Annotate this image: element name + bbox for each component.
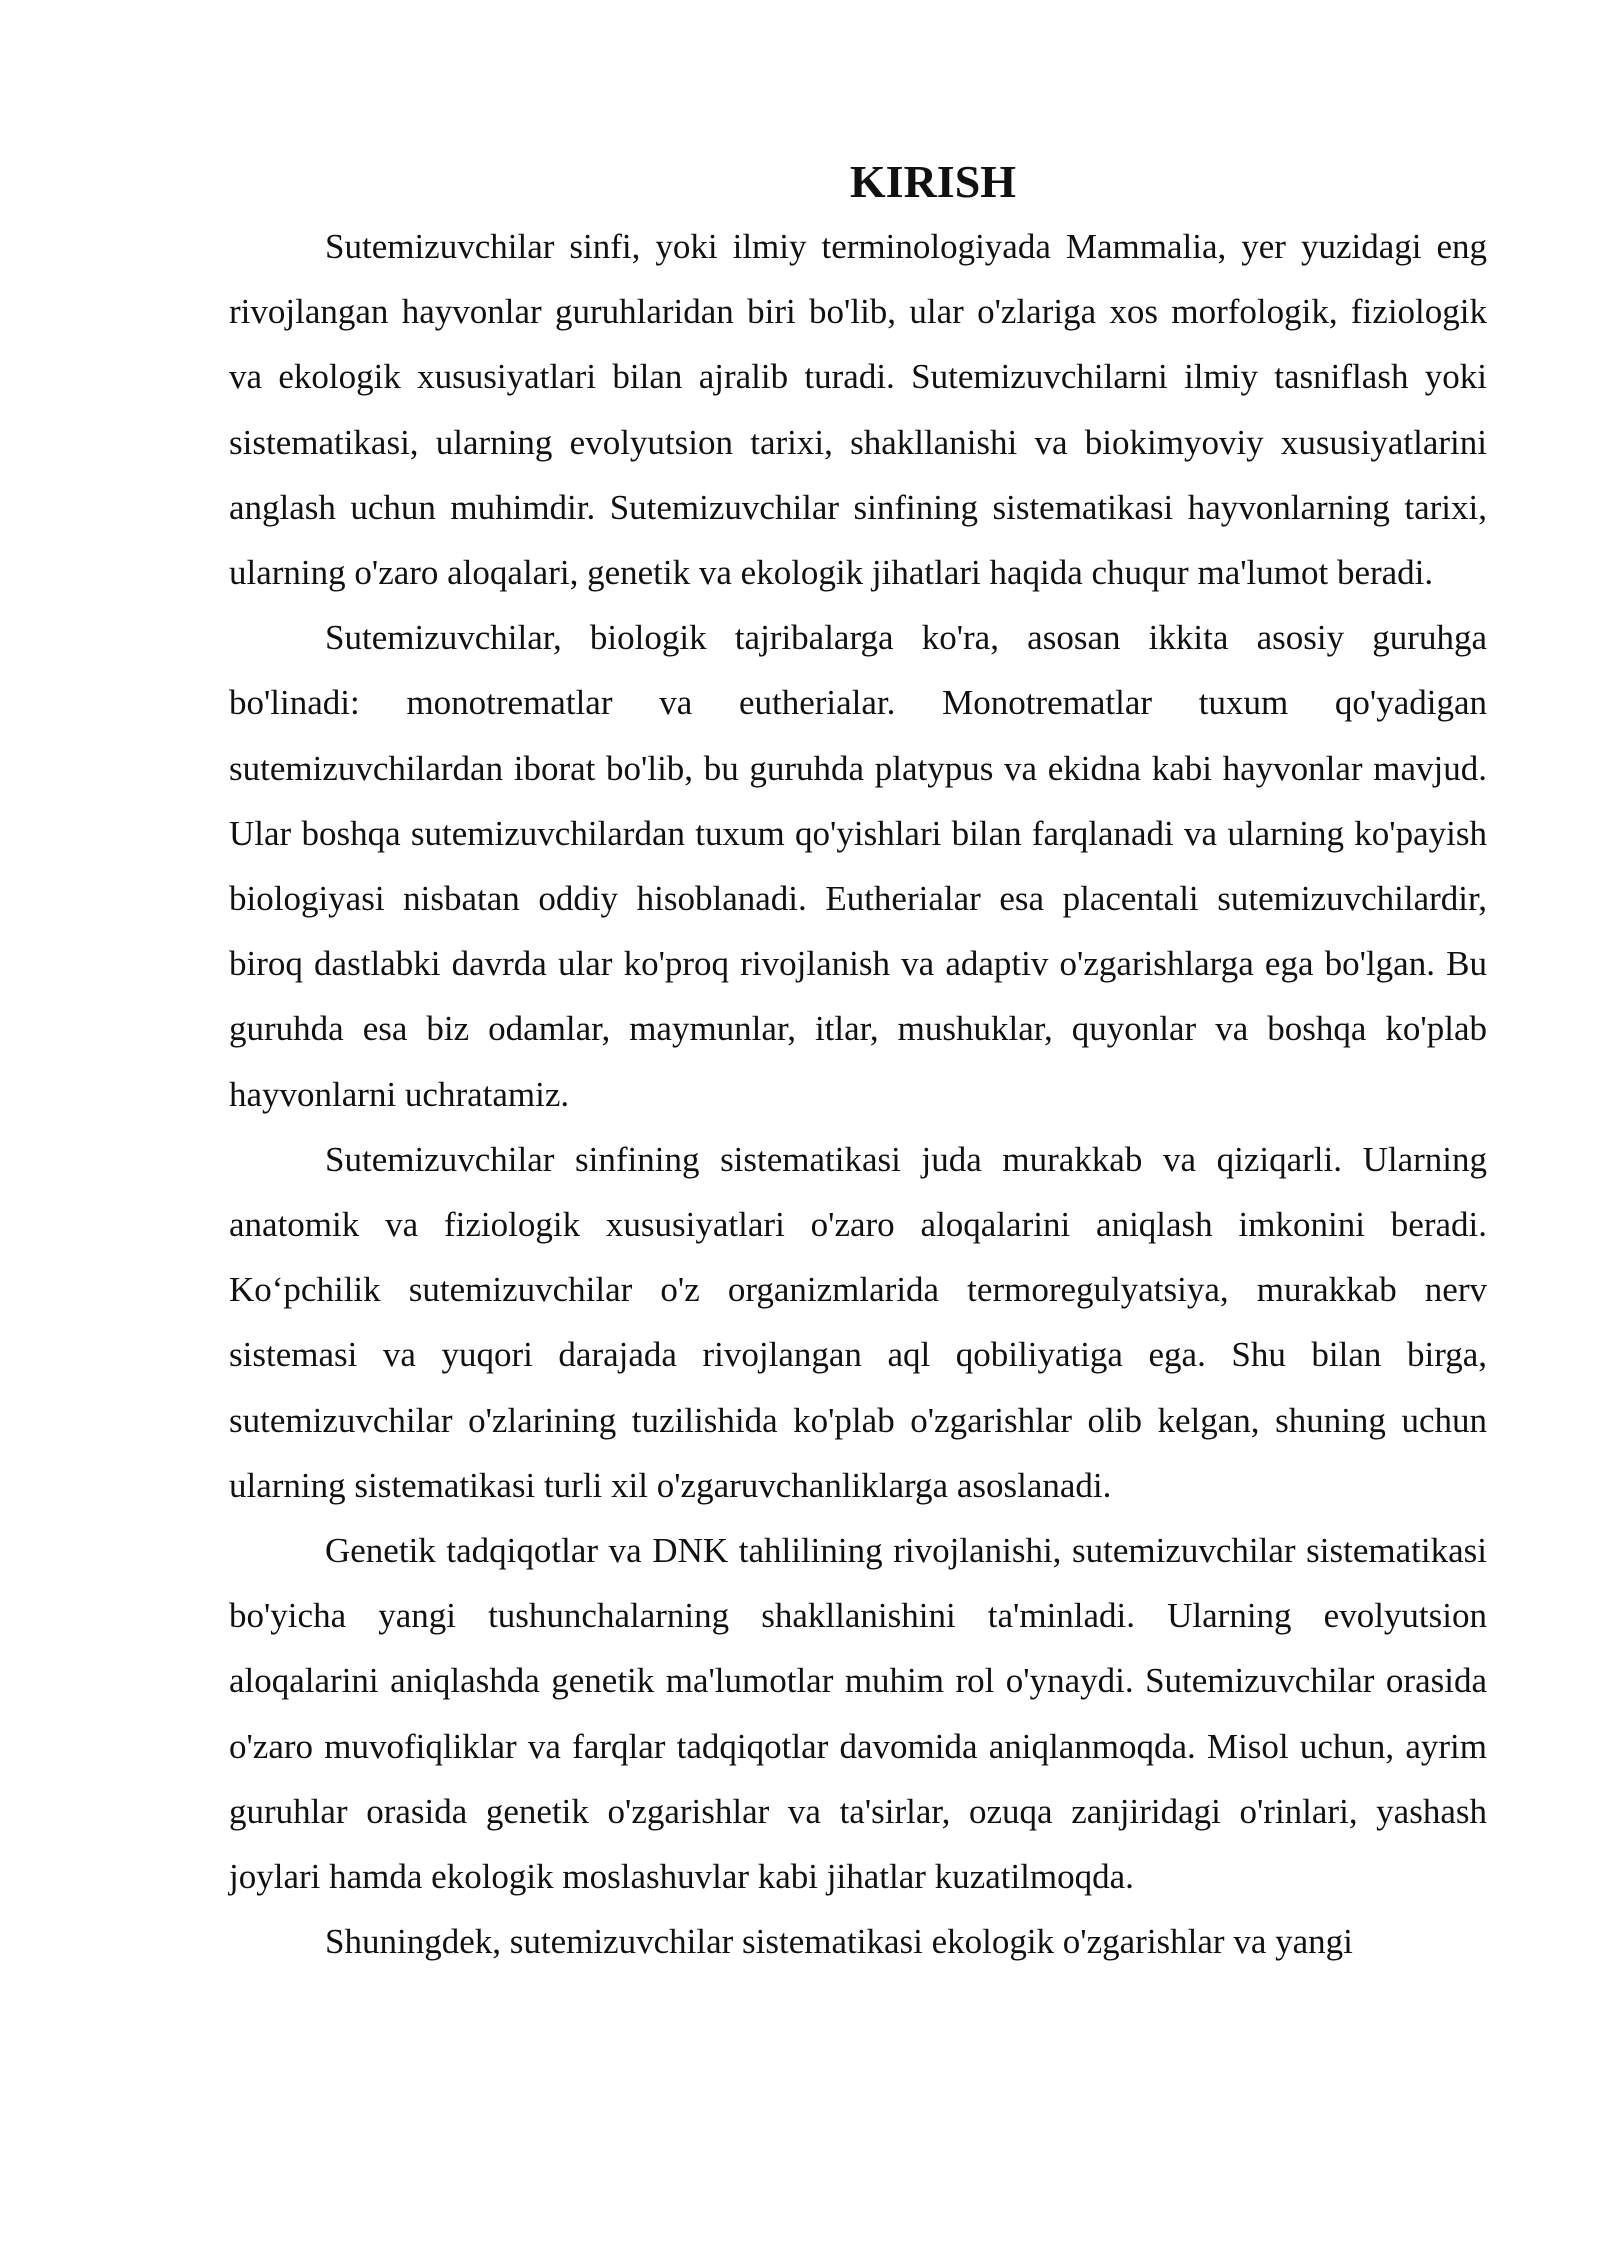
paragraph-2: Sutemizuvchilar, biologik tajribalarga ko'ra, asosan ikkita asosiy guruhga bo'linadi: monotrematlar va eutherialar. Monotrematlar tuxum qo'yadigan sutemizuvchilardan iborat bo'lib, bu guruhda platypus va ekidna kabi hayvonlar mavjud. Ular boshqa sutemizuvchilardan tuxum qo'yishlari bilan farqlanadi va ularning ko'payish biologiyasi nisbatan oddiy hisoblanadi. Eutherialar esa placentali sutemizuvchilardir, biroq dastlabki davrda ular ko'proq rivojlanish va adaptiv o'zgarishlarga ega bo'lgan. Bu guruhda esa biz odamlar, maymunlar, itlar, mushuklar, quyonlar va boshqa ko'plab hayvonlarni uchratamiz. [229, 618, 1487, 1114]
page-title: KIRISH [849, 156, 1017, 207]
document-body [229, 150, 1487, 1974]
paragraph-1: Sutemizuvchilar sinfi, yoki ilmiy terminologiyada Mammalia, yer yuzidagi eng rivojlangan hayvonlar guruhlaridan biri bo'lib, ular o'zlariga xos morfologik, fiziologik va ekologik xususiyatlari bilan ajralib turadi. Sutemizuvchilarni ilmiy tasniflash yoki sistematikasi, ularning evolyutsion tarixi, shakllanishi va biokimyoviy xususiyatlarini anglash uchun muhimdir. Sutemizuvchilar sinfining sistematikasi hayvonlarning tarixi, ularning o'zaro aloqalari, genetik va ekologik jihatlari haqida chuqur ma'lumot beradi. [229, 227, 1487, 593]
paragraph-4: Genetik tadqiqotlar va DNK tahlilining rivojlanishi, sutemizuvchilar sistematikasi bo'yicha yangi tushunchalarning shakllanishini ta'minladi. Ularning evolyutsion aloqalarini aniqlashda genetik ma'lumotlar muhim rol o'ynaydi. Sutemizuvchilar orasida o'zaro muvofiqliklar va farqlar tadqiqotlar davomida aniqlanmoqda. Misol uchun, ayrim guruhlar orasida genetik o'zgarishlar va ta'sirlar, ozuqa zanjiridagi o'rinlari, yashash joylari hamda ekologik moslashuvlar kabi jihatlar kuzatilmoqda. [229, 1531, 1487, 1897]
paragraph-5: Shuningdek, sutemizuvchilar sistematikasi ekologik o'zgarishlar va yangi [325, 1922, 1353, 1962]
paragraph-3: Sutemizuvchilar sinfining sistematikasi juda murakkab va qiziqarli. Ularning anatomik va fiziologik xususiyatlari o'zaro aloqalarini aniqlash imkonini beradi. Ko‘pchilik sutemizuvchilar o'z organizmlarida termoregulyatsiya, murakkab nerv sistemasi va yuqori darajada rivojlangan aql qobiliyatiga ega. Shu bilan birga, sutemizuvchilar o'zlarining tuzilishida ko'plab o'zgarishlar olib kelgan, shuning uchun ularning sistematikasi turli xil o'zgaruvchanliklarga asoslanadi. [229, 1139, 1487, 1505]
